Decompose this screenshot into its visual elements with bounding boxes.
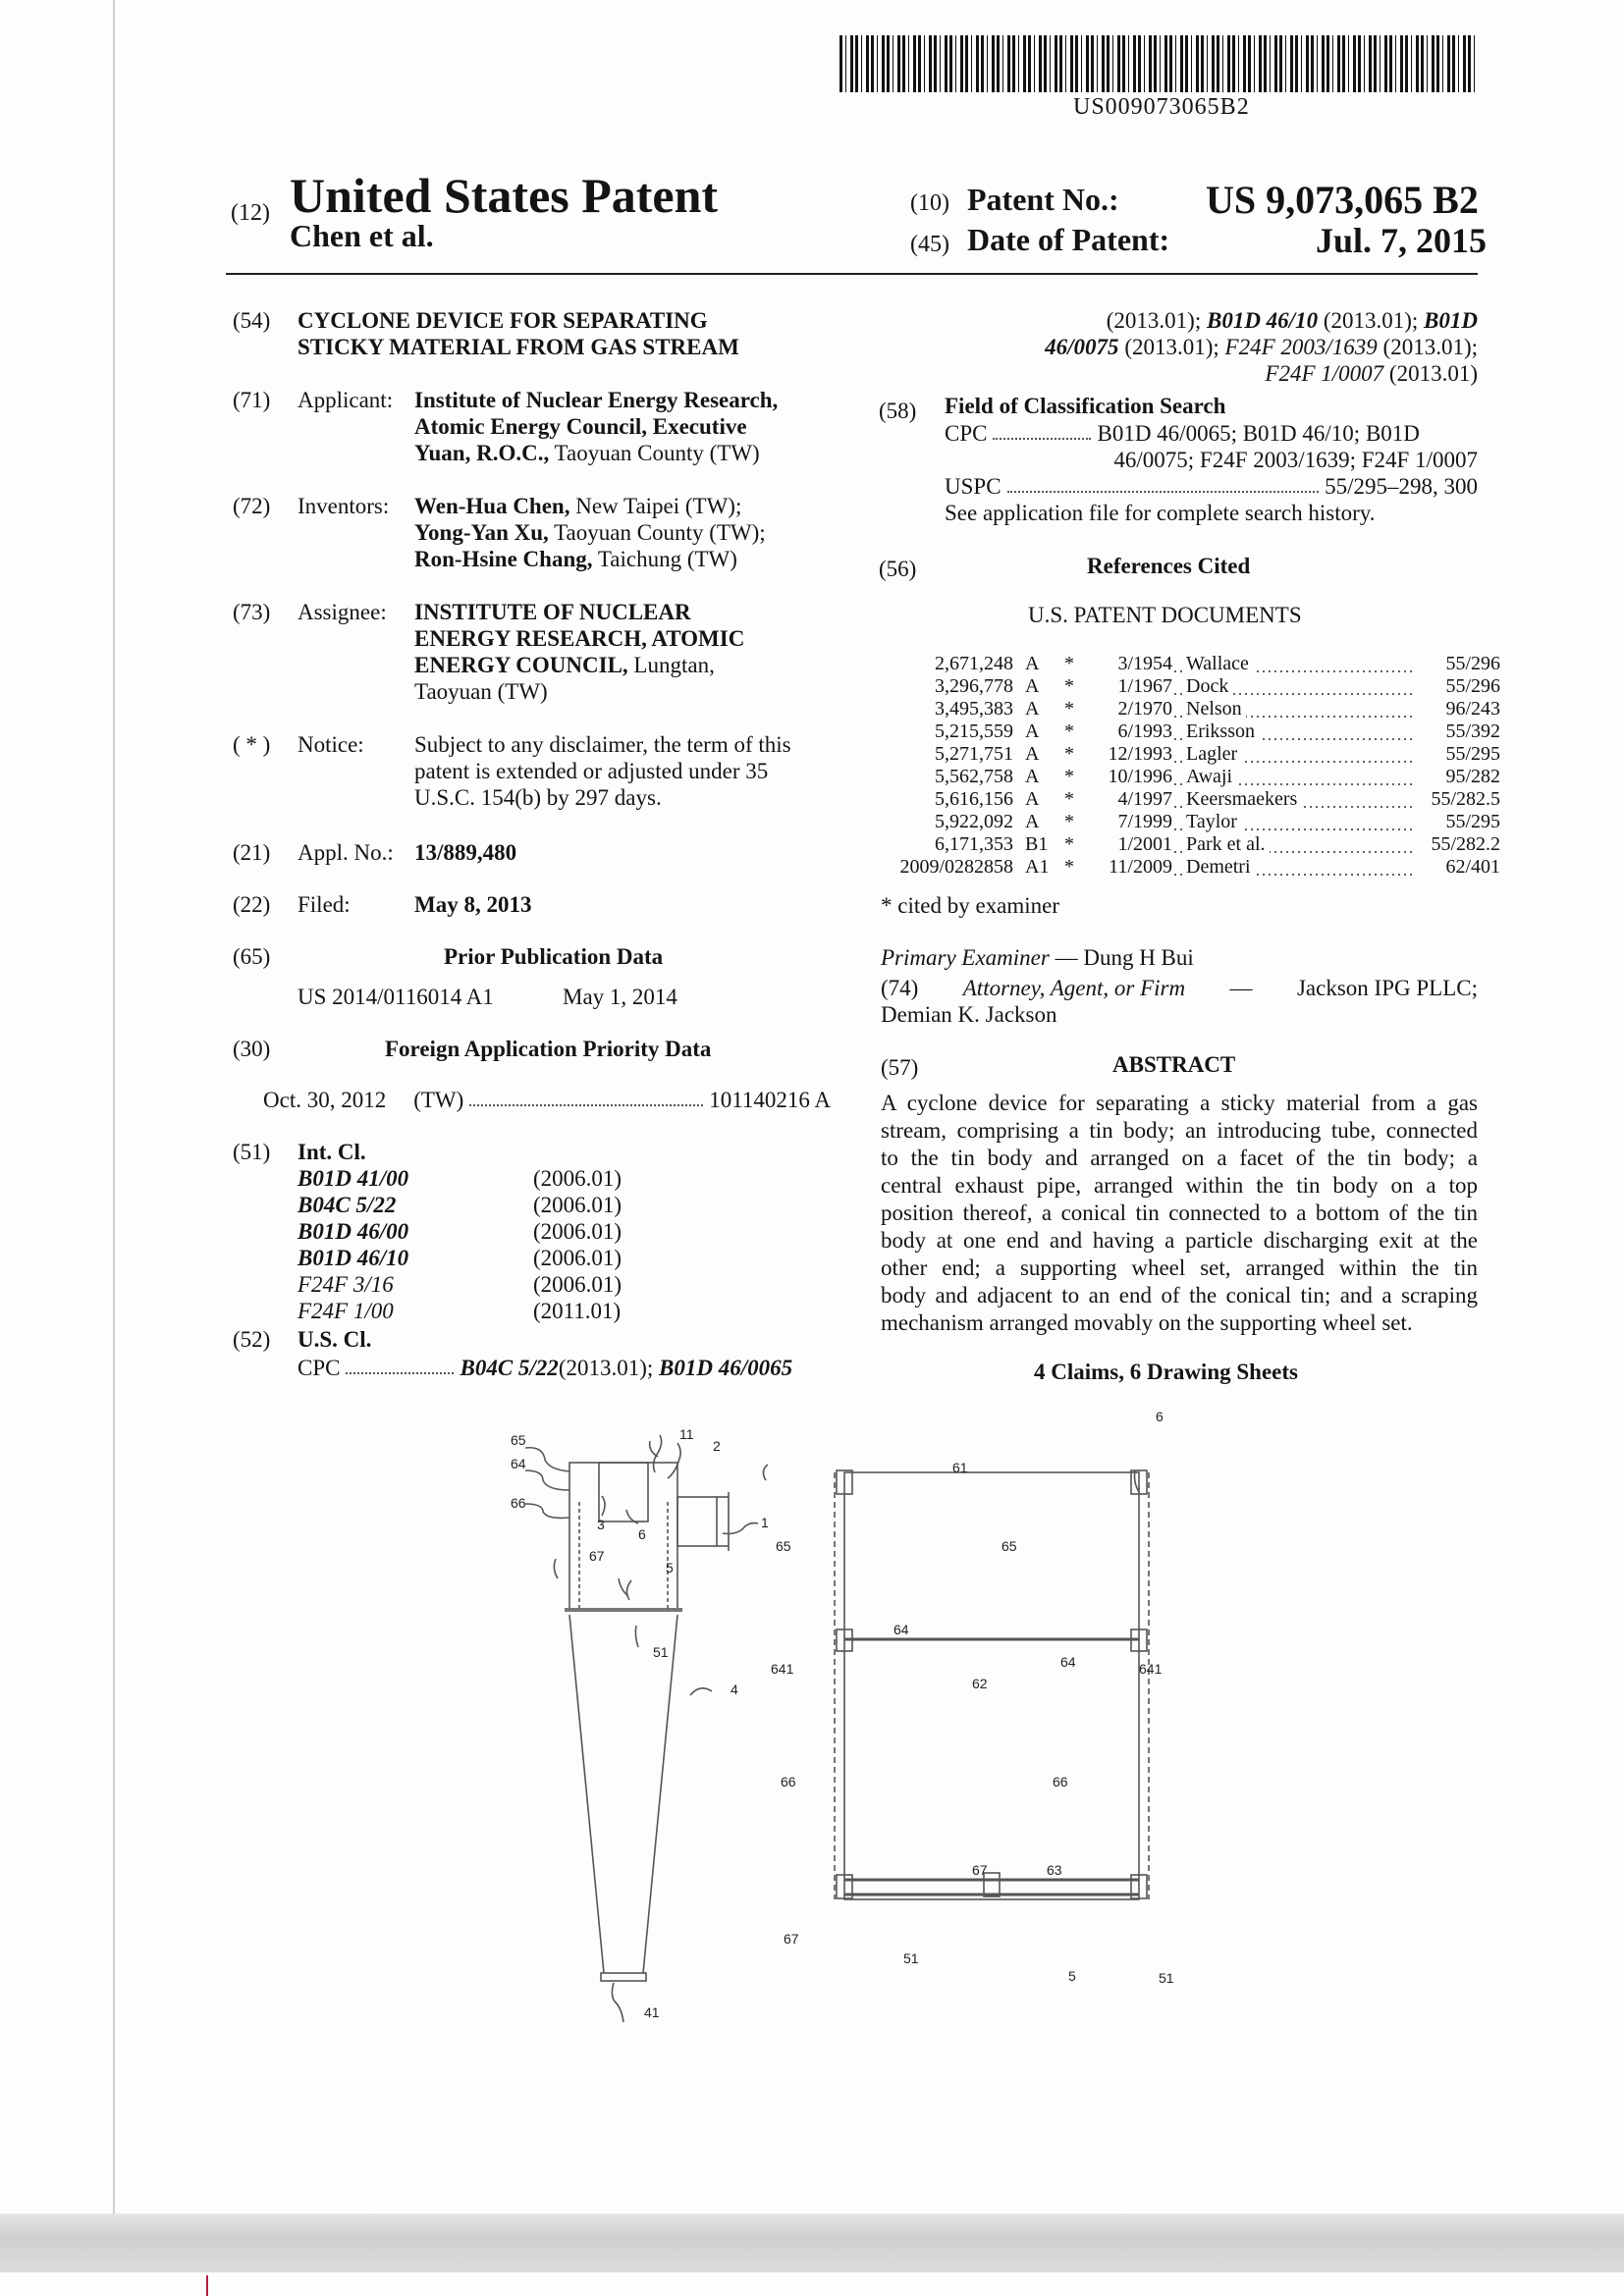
reference-cell: A [1025,788,1040,810]
reference-cell: 4/1997 [1117,788,1172,810]
assignee-line1: INSTITUTE OF NUCLEAR [414,600,691,624]
reference-cell: 5,922,092 [935,811,1013,832]
reference-cell: 10/1996 [1108,766,1172,787]
reference-cell: 5,562,758 [935,766,1013,787]
f71-code: (71) [233,388,271,412]
f52-code: (52) [233,1327,271,1352]
reference-cell: 6,171,353 [935,833,1013,855]
int-cl-row: B01D 46/10 (2006.01) [298,1246,623,1270]
reference-cell: 11/2009 [1109,856,1172,878]
abstract-line: position thereof, a conical tin connected to a bottom of the tin [881,1201,1478,1225]
inventors-label: Inventors: [298,494,390,518]
f73-code: (73) [233,600,271,624]
cpc-cont-line2: 46/0075 (2013.01); F24F 2003/1639 (2013.01); [1045,335,1478,359]
int-cl-label: Int. Cl. [298,1140,366,1164]
inventor-3: Ron-Hsine Chang, Taichung (TW) [414,547,737,571]
reference-cell: Eriksson [1172,721,1412,743]
authors: Chen et al. [290,218,434,253]
fig-right-label: 641 [771,1661,794,1677]
reference-cell: 5,271,751 [935,743,1013,765]
tin-body [569,1463,677,1610]
us-patent-docs-heading: U.S. PATENT DOCUMENTS [1028,603,1302,627]
introducing-tube [677,1497,717,1546]
conical-tin-right [643,1615,677,1973]
title-line1: CYCLONE DEVICE FOR SEPARATING [298,308,708,333]
abstract-line: to the tin body and arranged on a facet of the tin body; a [881,1146,1478,1170]
applicant-label: Applicant: [298,388,394,412]
abstract-line: other end; a supporting wheel set, arranged within the tin [881,1255,1478,1280]
field-search-note: See application file for complete search history. [945,501,1376,525]
fig-left-label: 64 [511,1456,526,1471]
patent-date: Jul. 7, 2015 [1316,221,1488,260]
us-cl-label: U.S. Cl. [298,1327,372,1352]
reference-cell: Nelson [1172,698,1412,721]
references-heading: References Cited [1087,554,1251,578]
reference-cell: 55/282.2 [1431,833,1500,855]
notice-label: Notice: [298,732,364,757]
inventor-2: Yong-Yan Xu, Taoyuan County (TW); [414,520,766,545]
fig-left-label: 6 [638,1526,646,1542]
reference-cell: 55/296 [1445,675,1500,697]
foreign-priority-heading: Foreign Application Priority Data [385,1037,712,1061]
applicant-line2: Atomic Energy Council, Executive [414,414,747,439]
fig-right-label: 66 [781,1774,796,1789]
claims-sheets: 4 Claims, 6 Drawing Sheets [1034,1360,1298,1384]
reference-cell: Wallace [1172,653,1412,675]
reference-cell: 2/1970 [1117,698,1172,720]
reference-cell: 62/401 [1445,856,1500,878]
abstract-line: mechanism arranged movably on the supporting wheel set. [881,1310,1413,1335]
reference-cell: * [1064,743,1074,765]
prior-pub-number: US 2014/0116014 A1 [298,985,494,1009]
fig-right-label: 64 [1060,1654,1076,1670]
int-cl-row: F24F 1/00 (2011.01) [298,1299,622,1323]
reference-cell: Park et al. [1172,833,1412,856]
applicant-line3: Yuan, R.O.C., Taoyuan County (TW) [414,441,760,465]
reference-cell: 5,616,156 [935,788,1013,810]
reference-cell: 55/392 [1445,721,1500,742]
fig-right-label: 67 [784,1931,799,1947]
date-label: Date of Patent: [967,222,1170,257]
exhaust-pipe [599,1463,648,1522]
int-cl-row: B01D 46/00 (2006.01) [298,1219,623,1244]
assignee-label: Assignee: [298,600,387,624]
fig-right-label: 66 [1053,1774,1068,1789]
fig-right-label: 51 [903,1950,919,1966]
code-45: (45) [910,232,949,257]
assignee-line4: Taoyuan (TW) [414,679,548,704]
fig-left-label: 5 [666,1560,674,1575]
scan-bottom-band [0,2214,1624,2272]
reference-cell: Taylor [1172,811,1412,833]
reference-cell: A [1025,743,1040,765]
reference-row [886,856,1500,879]
reference-cell: A [1025,675,1040,697]
reference-cell: A [1025,721,1040,742]
cited-by-examiner: * cited by examiner [881,893,1060,918]
notice-code: ( * ) [233,732,271,757]
f22-code: (22) [233,892,271,917]
header-rule [226,273,1478,275]
reference-cell: * [1064,788,1074,810]
f65-code: (65) [233,944,271,969]
reference-cell: * [1064,721,1074,742]
f51-code: (51) [233,1140,271,1164]
field-search-heading: Field of Classification Search [945,394,1226,418]
fig-right-label: 67 [972,1862,988,1878]
fig-right-label: 63 [1047,1862,1062,1878]
reference-cell: 95/282 [1445,766,1500,787]
f56-code: (56) [879,557,917,581]
reference-cell: 1/1967 [1117,675,1172,697]
foreign-priority-row: Oct. 30, 2012 (TW) 101140216 A [263,1088,831,1112]
primary-examiner: Primary Examiner — Dung H Bui [881,945,1194,970]
reference-cell: * [1064,653,1074,674]
fig-left-label: 65 [511,1432,526,1448]
reference-cell: A [1025,766,1040,787]
reference-cell: 1/2001 [1117,833,1172,855]
patent-no-label: Patent No.: [967,182,1119,217]
reference-cell: A1 [1025,856,1050,878]
reference-cell: 3/1954 [1117,653,1172,674]
fig-left-label: 41 [644,2004,660,2020]
patent-number: US 9,073,065 B2 [1206,178,1479,222]
tin-interior [844,1472,1139,1899]
f72-code: (72) [233,494,271,518]
cpc-cont-line3: F24F 1/0007 (2013.01) [1265,361,1478,386]
cpc-cont-line1: (2013.01); B01D 46/10 (2013.01); B01D [1106,308,1478,333]
conical-tin-left [569,1615,604,1973]
reference-cell: 55/295 [1445,743,1500,765]
reference-row [886,653,1500,675]
discharge-exit [601,1973,646,1981]
attorney-line1: (74) Attorney, Agent, or Firm — Jackson IPG PLLC; [881,976,1478,1000]
fig-right-label: 5 [1068,1968,1076,1984]
fig-left-label: 4 [731,1682,738,1697]
reference-cell: * [1064,856,1074,878]
reference-cell: 96/243 [1445,698,1500,720]
reference-cell: 7/1999 [1117,811,1172,832]
prior-pub-heading: Prior Publication Data [444,944,664,969]
fig-left-label: 3 [597,1517,605,1532]
fig-left-label: 51 [653,1644,669,1660]
fig-left-label: 1 [761,1515,769,1530]
fig-right-label: 61 [952,1460,968,1475]
reference-row [886,766,1500,788]
reference-cell: Awaji [1172,766,1412,788]
fig-left-label: 67 [589,1548,605,1564]
code-12: (12) [231,200,270,226]
f54-code: (54) [233,308,271,333]
filed-value: May 8, 2013 [414,892,532,917]
attorney-line2: Demian K. Jackson [881,1002,1057,1027]
patent-title: United States Patent [290,168,719,223]
f57-code: (57) [881,1055,919,1080]
abstract-text [881,1090,1478,1337]
fig-left-label: 11 [679,1426,694,1442]
reference-cell: A [1025,698,1040,720]
field-search-uspc: USPC 55/295–298, 300 [945,474,1478,499]
reference-row [886,721,1500,743]
barcode [839,35,1478,92]
scan-edge [113,0,115,2218]
int-cl-row: B04C 5/22 (2006.01) [298,1193,623,1217]
abstract-line: A cyclone device for separating a sticky material from a gas [881,1091,1478,1115]
reference-cell: A [1025,811,1040,832]
reference-cell: * [1064,675,1074,697]
int-cl-list [298,1165,622,1324]
reference-cell: Dock [1172,675,1412,698]
fig-right-label: 62 [972,1676,988,1691]
reference-row [886,811,1500,833]
abstract-line: body at one end and having a particle discharging exit at the [881,1228,1478,1253]
inventor-1: Wen-Hua Chen, New Taipei (TW); [414,494,742,518]
appl-no-value: 13/889,480 [414,840,517,865]
int-cl-row: F24F 3/16 (2006.01) [298,1272,623,1297]
reference-cell: * [1064,698,1074,720]
reference-row [886,833,1500,856]
f58-code: (58) [879,399,917,423]
reference-cell: Lagler [1172,743,1412,766]
reference-cell: * [1064,833,1074,855]
field-search-cpc: CPC B01D 46/0065; B01D 46/10; B01D [945,421,1420,446]
reference-cell: A [1025,653,1040,674]
references-table [886,653,1500,879]
f30-code: (30) [233,1037,271,1061]
reference-cell: 55/295 [1445,811,1500,832]
front-page-drawing [491,1409,1237,2032]
cyclone-figure [491,1409,1237,2032]
scan-mark [206,2275,208,2296]
fig-right-label: 65 [776,1538,791,1554]
fig-left-label: 2 [713,1438,721,1454]
applicant-line1: Institute of Nuclear Energy Research, [414,388,779,412]
reference-cell: * [1064,766,1074,787]
reference-cell: B1 [1025,833,1049,855]
fig-right-label: 641 [1139,1661,1163,1677]
reference-cell: 55/282.5 [1431,788,1500,810]
title-line2: STICKY MATERIAL FROM GAS STREAM [298,335,739,359]
notice-line2: patent is extended or adjusted under 35 [414,759,769,783]
filed-label: Filed: [298,892,351,917]
reference-cell: 55/296 [1445,653,1500,674]
fig-right-label: 64 [893,1622,909,1637]
fig-left-label: 66 [511,1495,526,1511]
reference-cell: 3,296,778 [935,675,1013,697]
reference-row [886,743,1500,766]
appl-no-label: Appl. No.: [298,840,394,865]
int-cl-row: B01D 41/00 (2006.01) [298,1166,623,1191]
reference-cell: 3,495,383 [935,698,1013,720]
us-cl-cpc-row: CPC B04C 5/22 (2013.01); B01D 46/0065 [298,1356,793,1380]
assignee-line3: ENERGY COUNCIL, Lungtan, [414,653,715,677]
barcode-number: US009073065B2 [1073,94,1250,120]
notice-line3: U.S.C. 154(b) by 297 days. [414,785,662,810]
abstract-line: stream, comprising a tin body; an introducing tube, connected [881,1118,1478,1143]
reference-row [886,788,1500,811]
abstract-heading: ABSTRACT [1112,1052,1236,1077]
abstract-line: central exhaust pipe, arranged within the tin body on a top [881,1173,1478,1198]
reference-cell: 12/1993 [1108,743,1172,765]
reference-cell: * [1064,811,1074,832]
reference-cell: 2,671,248 [935,653,1013,674]
field-search-cpc-line2: 46/0075; F24F 2003/1639; F24F 1/0007 [1113,448,1478,472]
fig-right-label: 6 [1156,1409,1164,1424]
fig-right-label: 51 [1159,1970,1174,1986]
notice-line1: Subject to any disclaimer, the term of this [414,732,791,757]
reference-cell: Keersmaekers [1172,788,1412,811]
fig-right-label: 65 [1001,1538,1017,1554]
assignee-line2: ENERGY RESEARCH, ATOMIC [414,626,745,651]
reference-row [886,675,1500,698]
abstract-line: body and adjacent to an end of the conical tin; and a scraping [881,1283,1478,1308]
reference-cell: Demetri [1172,856,1412,879]
reference-row [886,698,1500,721]
reference-cell: 6/1993 [1117,721,1172,742]
code-10: (10) [910,190,949,216]
prior-pub-date: May 1, 2014 [563,985,677,1009]
f21-code: (21) [233,840,271,865]
reference-cell: 5,215,559 [935,721,1013,742]
reference-cell: 2009/0282858 [899,856,1013,878]
